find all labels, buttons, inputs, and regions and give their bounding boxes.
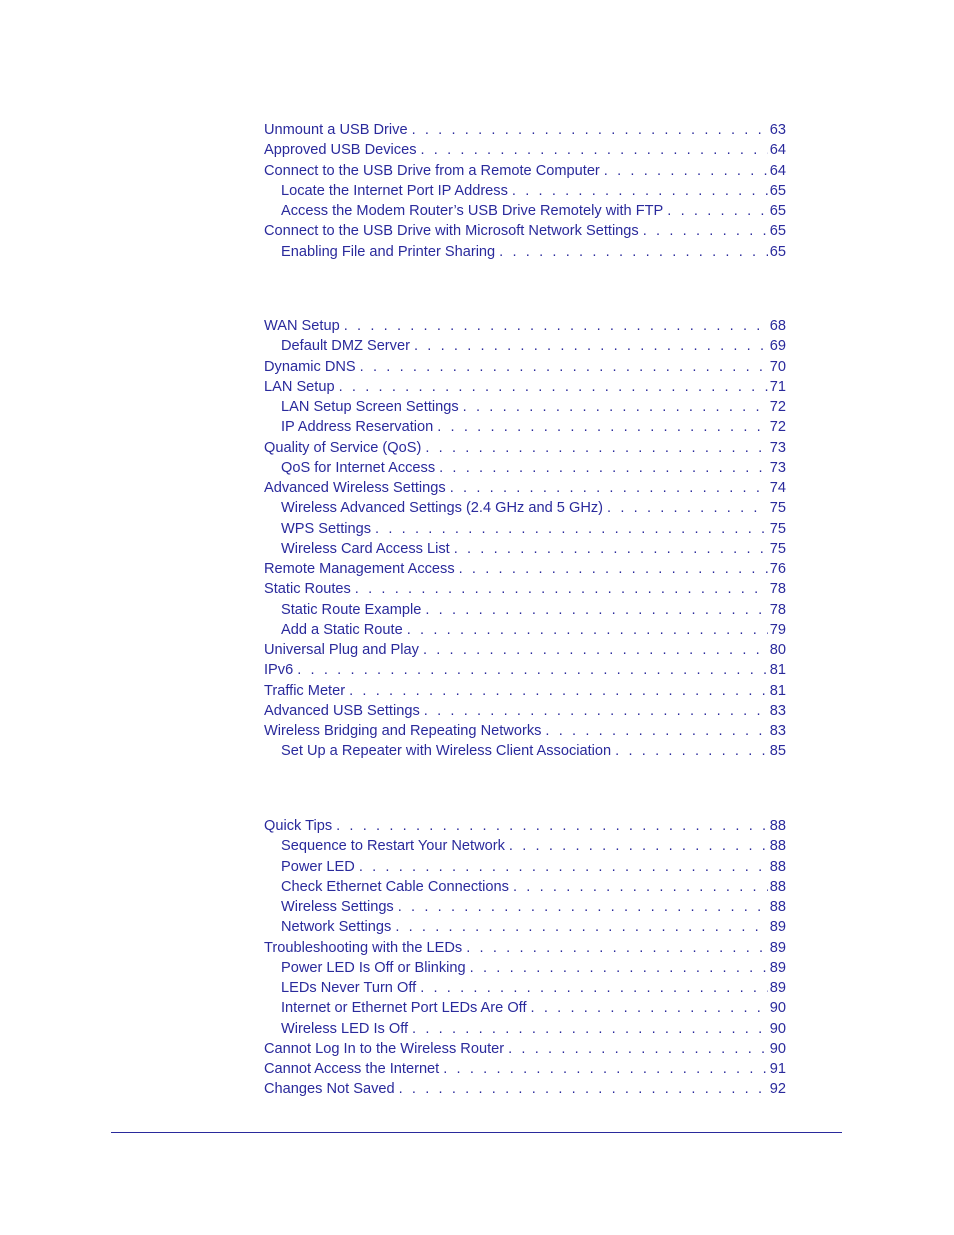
toc-entry-page-number: 90 xyxy=(769,1040,786,1057)
toc-dot-leader xyxy=(355,579,768,599)
toc-entry-link[interactable] xyxy=(264,559,786,579)
toc-dot-leader xyxy=(615,741,768,761)
toc-entry-page-number: 65 xyxy=(769,182,786,199)
toc-entry-link[interactable] xyxy=(264,377,786,397)
toc-dot-leader xyxy=(466,938,768,958)
toc-entry-title: Traffic Meter xyxy=(264,682,346,699)
toc-entry-title: Wireless Card Access List xyxy=(281,540,450,557)
toc-entry-link[interactable] xyxy=(264,958,786,978)
toc-dot-leader xyxy=(412,120,768,140)
toc-entry-link[interactable] xyxy=(264,519,786,539)
toc-entry-title: Add a Static Route xyxy=(281,621,403,638)
toc-entry-link[interactable] xyxy=(264,741,786,761)
toc-entry-link[interactable] xyxy=(264,877,786,897)
toc-entry-title: Access the Modem Router’s USB Drive Remotely with FTP xyxy=(281,203,664,219)
toc-entry-link[interactable] xyxy=(264,938,786,958)
toc-entry-title: Sequence to Restart Your Network xyxy=(281,838,505,855)
toc-entry-title: WAN Setup xyxy=(264,318,340,334)
toc-entry-page-number: 80 xyxy=(769,642,786,658)
toc-entry-title: LAN Setup xyxy=(264,378,335,395)
toc-entry-page-number: 85 xyxy=(769,743,786,760)
toc-entry-title: LAN Setup Screen Settings xyxy=(281,399,459,415)
toc-entry-link[interactable] xyxy=(264,579,786,599)
toc-dot-leader xyxy=(643,221,768,241)
toc-dot-leader xyxy=(424,701,768,721)
toc-dot-leader xyxy=(425,438,767,458)
toc-entry-page-number: 81 xyxy=(769,682,786,699)
toc-entry-page-number: 91 xyxy=(769,1061,786,1077)
toc-entry-link[interactable] xyxy=(264,316,786,336)
toc-entry-page-number: 76 xyxy=(769,561,786,577)
toc-dot-leader xyxy=(407,620,768,640)
toc-entry-page-number: 92 xyxy=(769,1081,786,1098)
toc-entry-link[interactable] xyxy=(264,438,786,458)
toc-entry-link[interactable] xyxy=(264,978,786,998)
toc-entry-title: Power LED xyxy=(281,858,355,875)
toc-dot-leader xyxy=(412,1019,768,1039)
toc-entry-title: Cannot Access the Internet xyxy=(264,1061,440,1077)
toc-entry-page-number: 75 xyxy=(769,520,786,537)
toc-entry-title: Dynamic DNS xyxy=(264,358,356,375)
toc-entry-title: Network Settings xyxy=(281,919,392,936)
toc-entry-link[interactable] xyxy=(264,816,786,836)
toc-entry-page-number: 64 xyxy=(769,142,786,159)
toc-entry-link[interactable] xyxy=(264,221,786,241)
toc-entry-title: Wireless Advanced Settings (2.4 GHz and 5 GHz) xyxy=(281,500,604,517)
toc-entry-link[interactable] xyxy=(264,242,786,262)
toc-entry-link[interactable] xyxy=(264,600,786,620)
toc-entry-page-number: 75 xyxy=(769,500,786,517)
toc-entry-title: Advanced Wireless Settings xyxy=(264,480,446,496)
toc-entry-title: Set Up a Repeater with Wireless Client Association xyxy=(281,743,612,760)
toc-dot-leader xyxy=(398,897,768,917)
toc-entry-title: Enabling File and Printer Sharing xyxy=(281,243,496,260)
toc-entry-page-number: 81 xyxy=(769,662,786,679)
toc-entry-page-number: 78 xyxy=(769,601,786,618)
toc-entry-title: Static Route Example xyxy=(281,601,422,618)
toc-dot-leader xyxy=(414,336,768,356)
toc-entry-page-number: 65 xyxy=(769,203,786,219)
toc-entry-page-number: 63 xyxy=(769,122,786,138)
toc-dot-leader xyxy=(470,958,768,978)
toc-entry-link[interactable] xyxy=(264,539,786,559)
toc-dot-leader xyxy=(297,660,768,680)
toc-entry-title: Approved USB Devices xyxy=(264,142,417,159)
toc-entry-link[interactable] xyxy=(264,181,786,201)
toc-dot-leader xyxy=(437,417,768,437)
toc-entry-link[interactable] xyxy=(264,140,786,160)
toc-entry-page-number: 75 xyxy=(769,540,786,557)
toc-entry-page-number: 83 xyxy=(769,723,786,739)
toc-dot-leader xyxy=(425,600,767,620)
toc-dot-leader xyxy=(423,640,768,660)
toc-entry-page-number: 89 xyxy=(769,980,786,996)
toc-entry-title: Static Routes xyxy=(264,581,351,598)
toc-entry-link[interactable] xyxy=(264,1059,786,1079)
toc-entry-link[interactable] xyxy=(264,1019,786,1039)
toc-dot-leader xyxy=(339,377,768,397)
toc-entry-link[interactable] xyxy=(264,417,786,437)
toc-dot-leader xyxy=(512,181,768,201)
toc-entry-link[interactable] xyxy=(264,721,786,741)
toc-group-advanced-settings xyxy=(264,316,786,762)
toc-dot-leader xyxy=(454,539,768,559)
toc-dot-leader xyxy=(420,978,768,998)
toc-entry-title: Wireless Bridging and Repeating Networks xyxy=(264,723,542,739)
toc-entry-link[interactable] xyxy=(264,836,786,856)
toc-entry-title: LEDs Never Turn Off xyxy=(281,980,417,996)
toc-entry-page-number: 88 xyxy=(769,878,786,895)
toc-dot-leader xyxy=(607,498,768,518)
toc-dot-leader xyxy=(349,681,768,701)
toc-entry-title: Check Ethernet Cable Connections xyxy=(281,878,509,895)
toc-entry-page-number: 88 xyxy=(769,818,786,834)
toc-entry-page-number: 88 xyxy=(769,838,786,855)
toc-entry-page-number: 88 xyxy=(769,858,786,875)
toc-entry-title: Wireless LED Is Off xyxy=(281,1020,409,1037)
toc-entry-link[interactable] xyxy=(264,701,786,721)
toc-entry-title: Remote Management Access xyxy=(264,561,455,577)
toc-entry-link[interactable] xyxy=(264,458,786,478)
toc-entry-page-number: 69 xyxy=(769,338,786,355)
toc-entry-page-number: 89 xyxy=(769,919,786,936)
toc-dot-leader xyxy=(499,242,768,262)
toc-entry-title: Power LED Is Off or Blinking xyxy=(281,959,466,976)
toc-group-usb xyxy=(264,120,786,262)
toc-dot-leader xyxy=(545,721,767,741)
toc-entry-page-number: 73 xyxy=(769,459,786,476)
toc-entry-page-number: 89 xyxy=(769,939,786,956)
toc-entry-title: Default DMZ Server xyxy=(281,338,410,355)
toc-entry-title: Changes Not Saved xyxy=(264,1081,395,1098)
toc-entry-link[interactable] xyxy=(264,1039,786,1059)
toc-entry-title: Connect to the USB Drive from a Remote Computer xyxy=(264,162,600,179)
toc-dot-leader xyxy=(399,1079,768,1099)
toc-entry-link[interactable] xyxy=(264,357,786,377)
toc-entry-title: Wireless Settings xyxy=(281,899,394,915)
toc-entry-link[interactable] xyxy=(264,998,786,1018)
toc-entry-link[interactable] xyxy=(264,478,786,498)
toc-dot-leader xyxy=(667,201,768,221)
toc-entry-page-number: 72 xyxy=(769,419,786,436)
toc-entry-page-number: 64 xyxy=(769,162,786,179)
toc-entry-page-number: 71 xyxy=(769,378,786,395)
toc-entry-page-number: 73 xyxy=(769,439,786,456)
toc-entry-link[interactable] xyxy=(264,917,786,937)
toc-entry-link[interactable] xyxy=(264,897,786,917)
toc-dot-leader xyxy=(508,1039,768,1059)
toc-entry-link[interactable] xyxy=(264,161,786,181)
toc-entry-page-number: 70 xyxy=(769,358,786,375)
toc-entry-link[interactable] xyxy=(264,120,786,140)
toc-entry-page-number: 79 xyxy=(769,621,786,638)
toc-entry-title: Unmount a USB Drive xyxy=(264,122,408,138)
toc-entry-page-number: 83 xyxy=(769,702,786,719)
toc-dot-leader xyxy=(336,816,768,836)
toc-entry-page-number: 68 xyxy=(769,318,786,334)
toc-entry-title: WPS Settings xyxy=(281,520,372,537)
toc-dot-leader xyxy=(463,397,768,417)
toc-entry-link[interactable] xyxy=(264,397,786,417)
toc-entry-title: Universal Plug and Play xyxy=(264,642,419,658)
toc-dot-leader xyxy=(513,877,768,897)
toc-dot-leader xyxy=(360,357,768,377)
toc-entry-page-number: 88 xyxy=(769,899,786,915)
toc-dot-leader xyxy=(375,519,768,539)
toc-entry-page-number: 90 xyxy=(769,1000,786,1017)
toc-dot-leader xyxy=(531,998,768,1018)
toc-dot-leader xyxy=(439,458,768,478)
toc-entry-title: QoS for Internet Access xyxy=(281,459,436,476)
toc-entry-title: Quality of Service (QoS) xyxy=(264,439,422,456)
toc-group-troubleshooting xyxy=(264,816,786,1100)
toc-dot-leader xyxy=(421,140,768,160)
toc-dot-leader xyxy=(344,316,768,336)
toc-entry-page-number: 65 xyxy=(769,243,786,260)
toc-entry-link[interactable] xyxy=(264,336,786,356)
toc-entry-title: Internet or Ethernet Port LEDs Are Off xyxy=(281,1000,527,1017)
toc-entry-link[interactable] xyxy=(264,1079,786,1099)
toc-entry-title: IPv6 xyxy=(264,662,294,679)
toc-entry-link[interactable] xyxy=(264,201,786,221)
toc-dot-leader xyxy=(509,836,768,856)
toc-entry-page-number: 74 xyxy=(769,480,786,496)
toc-entry-title: Troubleshooting with the LEDs xyxy=(264,939,463,956)
toc-dot-leader xyxy=(450,478,768,498)
toc-entry-link[interactable] xyxy=(264,857,786,877)
toc-dot-leader xyxy=(395,917,767,937)
toc-entry-link[interactable] xyxy=(264,660,786,680)
toc-entry-page-number: 65 xyxy=(769,223,786,240)
toc-entry-title: Connect to the USB Drive with Microsoft Network Settings xyxy=(264,223,639,240)
toc-entry-page-number: 89 xyxy=(769,959,786,976)
toc-entry-title: Quick Tips xyxy=(264,818,333,834)
toc-entry-title: Advanced USB Settings xyxy=(264,702,420,719)
toc-entry-page-number: 78 xyxy=(769,581,786,598)
toc-entry-title: IP Address Reservation xyxy=(281,419,434,436)
toc-dot-leader xyxy=(443,1059,768,1079)
toc-entry-page-number: 90 xyxy=(769,1020,786,1037)
toc-entry-page-number: 72 xyxy=(769,399,786,415)
toc-entry-title: Cannot Log In to the Wireless Router xyxy=(264,1040,505,1057)
footer-rule xyxy=(111,1132,842,1133)
toc-entry-link[interactable] xyxy=(264,620,786,640)
toc-entry-title: Locate the Internet Port IP Address xyxy=(281,182,508,199)
toc-dot-leader xyxy=(604,161,768,181)
toc-dot-leader xyxy=(359,857,768,877)
toc-dot-leader xyxy=(459,559,768,579)
toc-entry-link[interactable] xyxy=(264,498,786,518)
toc-entry-link[interactable] xyxy=(264,640,786,660)
toc-entry-link[interactable] xyxy=(264,681,786,701)
